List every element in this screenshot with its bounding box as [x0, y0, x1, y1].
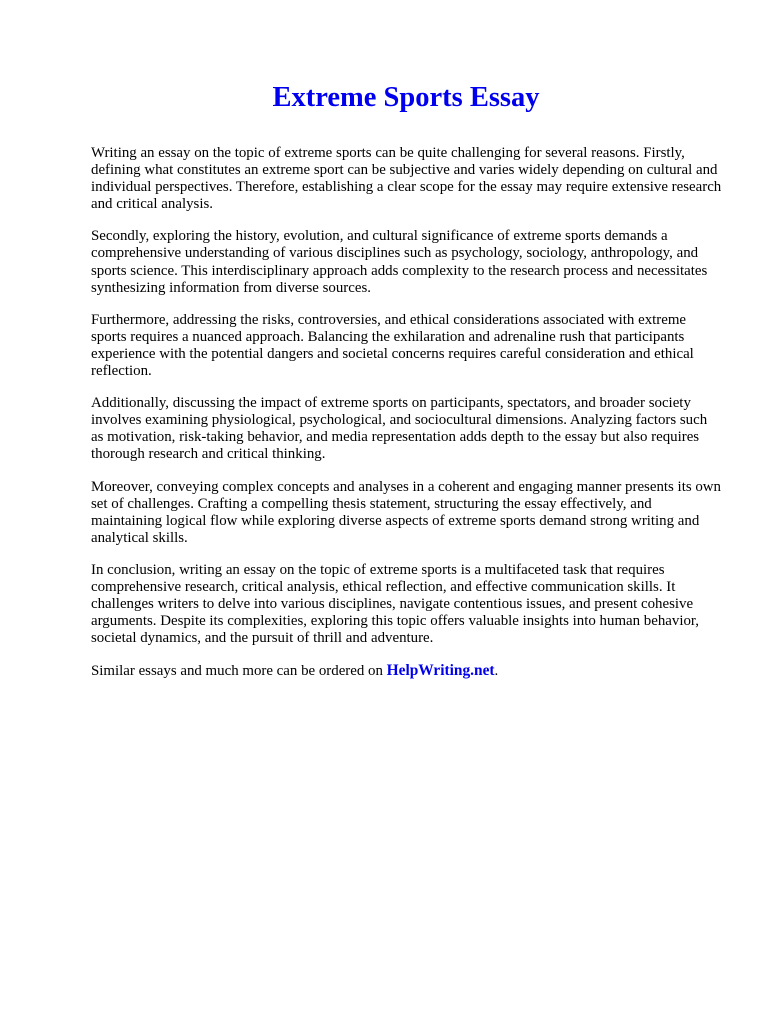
paragraph-2: Secondly, exploring the history, evolution, and cultural significance of extreme sports demands a comprehensive understanding of various disciplines such as psychology, sociology, anthropology, and sports science. This interdisciplinary approach adds complexity to the research process and necessitates synthesizing information from diverse sources.	[91, 228, 708, 296]
paragraph-3: Furthermore, addressing the risks, controversies, and ethical considerations associated with extreme sports requires a nuanced approach. Balancing the exhilaration and adrenaline rush that participants experience with the potential dangers and societal concerns requires careful consideration and ethical reflection.	[91, 311, 694, 380]
footer-note	[91, 662, 723, 680]
paragraph-5: Moreover, conveying complex concepts and analyses in a coherent and engaging manner presents its own set of challenges. Crafting a compelling thesis statement, structuring the essay effectively, and maintaining logical flow while exploring diverse aspects of extreme sports demand strong writing and analytical skills.	[91, 478, 721, 546]
helpwriting-link[interactable]: HelpWriting.net	[386, 662, 495, 680]
footer-prefix: Similar essays and much more can be ordered on	[91, 663, 387, 680]
footer-suffix: .	[494, 663, 499, 680]
page-title: Extreme Sports Essay	[272, 82, 540, 113]
paragraph-4: Additionally, discussing the impact of extreme sports on participants, spectators, and broader society involves examining physiological, psychological, and sociocultural dimensions. Analyzing factors such as motivation, risk-taking behavior, and media representation adds depth to the essay but also requires thorough research and critical thinking.	[91, 395, 708, 463]
essay-body	[91, 145, 723, 695]
paragraph-6: In conclusion, writing an essay on the topic of extreme sports is a multifaceted task that requires comprehensive research, critical analysis, ethical reflection, and effective communication skills. It challenges writers to delve into various disciplines, navigate contentious issues, and present cohesive arguments. Despite its complexities, exploring this topic offers valuable insights into human behavior, societal dynamics, and the pursuit of thrill and adventure.	[91, 561, 700, 647]
paragraph-1: Writing an essay on the topic of extreme sports can be quite challenging for several reasons. Firstly, defining what constitutes an extreme sport can be subjective and varies widely depending on cultural and individual perspectives. Therefore, establishing a clear scope for the essay may require extensive research and critical analysis.	[91, 145, 722, 213]
